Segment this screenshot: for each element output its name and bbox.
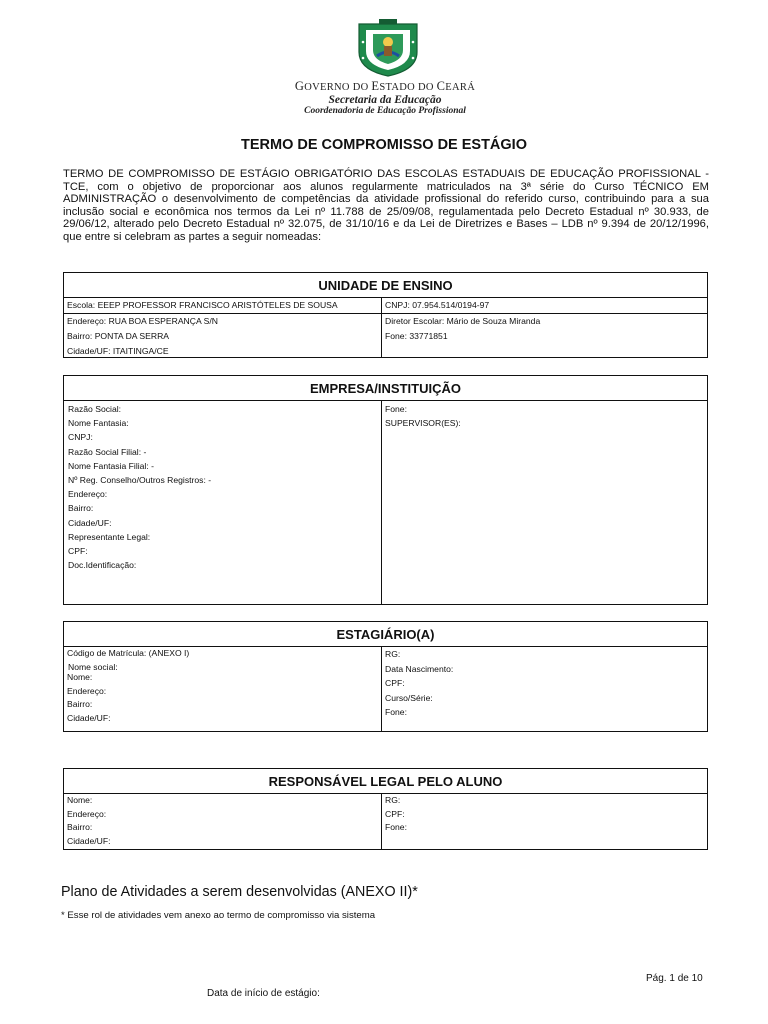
page-number: Pág. 1 de 10 [646,973,703,984]
government-name: GOVERNO DO ESTADO DO CEARÁ [294,79,476,93]
field-nome: Nome: [67,672,93,683]
section-heading: EMPRESA/INSTITUIÇÃO [64,376,707,401]
field-bairro: Bairro: [67,699,93,710]
responsavel-left-column [64,794,381,850]
field-endereco: Endereço: RUA BOA ESPERANÇA S/N [67,316,218,326]
field-fone: Fone: [385,404,407,414]
document-title: TERMO DE COMPROMISSO DE ESTÁGIO [241,137,527,153]
empresa-right-column [381,401,707,605]
empresa-section [63,375,708,605]
field-nome-social: Nome social: [68,661,118,672]
unidade-left-column [64,298,381,358]
field-razao-social-filial: Razão Social Filial: - [68,446,147,457]
field-endereco: Endereço: [67,685,107,696]
field-diretor: Diretor Escolar: Mário de Souza Miranda [385,316,541,326]
unidade-ensino-section [63,272,708,358]
field-cidade-uf: Cidade/UF: [67,835,111,846]
field-nome-fantasia: Nome Fantasia: [68,418,129,429]
field-rg: RG: [385,649,401,659]
intro-paragraph: TERMO DE COMPROMISSO DE ESTÁGIO OBRIGATÓRIO DAS ESCOLAS ESTADUAIS DE EDUCAÇÃO PROFISSIONAL - TCE, com o objetivo de proporcionar aos alunos regularmente matriculados na 3ª série do Curso TÉCNICO EM ADMINISTRAÇÃO o desenvolvimento de competências da atividade profissional do referido curso, contribuindo para a sua inclusão social e econômica nos termos da Lei nº 11.788 de 25/09/08, regulamentada pelo Decreto Estadual nº 30.933, de 29/06/12, alterado pelo Decreto Estadual nº 32.075, de 31/10/16 e da Lei de Diretrizes e Bases – LDB nº 9.394 de 20/12/1996, que entre si celebram as partes a seguir nomeadas: [63,168,709,243]
coordination-name: Coordenadoria de Educação Profissional [304,106,466,116]
field-cnpj: CNPJ: [68,432,93,443]
estagiario-right-column [381,647,707,732]
start-date-label: Data de início de estágio: [207,988,320,999]
field-bairro: Bairro: [67,822,93,833]
field-data-nascimento: Data Nascimento: [385,663,454,674]
section-heading: UNIDADE DE ENSINO [64,273,707,298]
field-registro: Nº Reg. Conselho/Outros Registros: - [68,475,212,486]
field-doc-identificacao: Doc.Identificação: [68,560,137,571]
responsavel-right-column [381,794,707,850]
plano-atividades-title: Plano de Atividades a serem desenvolvidas (ANEXO II)* [61,884,418,900]
field-escola: Escola: EEEP PROFESSOR FRANCISCO ARISTÓTELES DE SOUSA [64,298,381,314]
field-cidade-uf: Cidade/UF: ITAITINGA/CE [67,346,169,356]
field-nome-fantasia-filial: Nome Fantasia Filial: - [68,460,154,471]
unidade-right-column [381,298,707,358]
section-heading: RESPONSÁVEL LEGAL PELO ALUNO [64,769,707,794]
field-rg: RG: [385,795,401,805]
field-endereco: Endereço: [67,808,107,819]
field-razao-social: Razão Social: [68,404,122,414]
secretariat-name: Secretaria da Educação [328,94,442,106]
estagiario-section [63,621,708,732]
field-nome: Nome: [67,795,93,805]
field-cnpj: CNPJ: 07.954.514/0194-97 [382,298,707,314]
estagiario-left-column [64,647,381,732]
empresa-left-column [64,401,381,605]
coat-of-arms-icon [351,18,425,78]
field-representante-legal: Representante Legal: [68,531,151,542]
field-cidade-uf: Cidade/UF: [68,517,112,528]
section-heading: ESTAGIÁRIO(A) [64,622,707,647]
field-bairro: Bairro: PONTA DA SERRA [67,331,170,341]
field-fone: Fone: 33771851 [385,331,448,341]
field-fone: Fone: [385,707,407,718]
field-fone: Fone: [385,822,407,833]
field-endereco: Endereço: [68,489,108,500]
field-codigo-matricula: Código de Matrícula: (ANEXO I) [67,648,190,658]
field-cpf: CPF: [385,808,405,819]
state-crest-logo [288,18,488,78]
plano-atividades-note: * Esse rol de atividades vem anexo ao termo de compromisso via sistema [61,910,376,921]
field-bairro: Bairro: [68,503,94,514]
field-cpf: CPF: [385,678,405,689]
field-cidade-uf: Cidade/UF: [67,712,111,723]
field-cpf: CPF: [68,546,88,557]
field-curso-serie: Curso/Série: [385,692,433,703]
field-supervisores: SUPERVISOR(ES): [385,418,461,429]
responsavel-legal-section [63,768,708,850]
